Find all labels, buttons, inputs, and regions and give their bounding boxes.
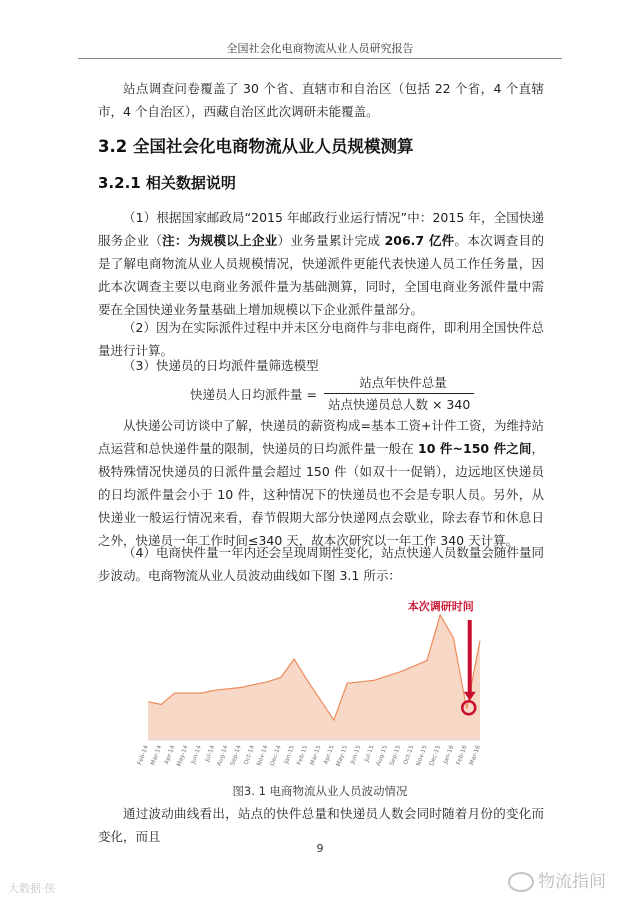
paragraph-2: （2）因为在实际派件过程中并未区分电商件与非电商件，即利用全国快件总量进行计算。	[98, 320, 544, 358]
x-tick-label: Feb-16	[455, 744, 469, 766]
x-tick-label: Mar-16	[468, 744, 482, 767]
formula-numerator: 站点年快件总量	[359, 375, 447, 390]
formula-fraction-bar	[324, 393, 474, 394]
x-tick-label: Apr-15	[322, 744, 336, 766]
x-tick-label: Aug-15	[374, 744, 389, 767]
x-tick-label: Jun-15	[349, 744, 363, 765]
x-tick-label: Jan-15	[282, 744, 296, 765]
paragraph-4-text: 从快递公司访谈中了解，快递员的薪资构成=基本工资+计件工资，为维持站点运营和总快递件量的限制，快递员的日均派件量一般在	[98, 418, 544, 456]
formula-denominator: 站点快递员总人数 × 340	[328, 397, 471, 412]
x-tick-label: Jul-15	[363, 744, 376, 763]
x-tick-label: Sep-14	[229, 744, 243, 767]
formula-lhs: 快递员人日均派件量 =	[190, 387, 317, 402]
header-divider	[78, 58, 562, 59]
paragraph-4-range: 10 件~150 件之间	[418, 441, 532, 456]
paragraph-5: （4）电商快件量一年内还会呈现周期性变化，站点快递人员数量会随件量同步波动。电商物流从业人员波动曲线如下图 3.1 所示：	[98, 545, 544, 583]
page-number: 9	[316, 842, 324, 855]
paragraph-4	[98, 414, 544, 552]
figure-caption: 图3. 1 电商物流从业人员波动情况	[232, 784, 408, 798]
paragraph-3: （3）快递员的日均派件量筛选模型	[123, 358, 319, 373]
x-tick-label: Nov-15	[414, 744, 429, 767]
area-fill	[148, 615, 480, 740]
watermark-left: 大数据·侠	[8, 882, 56, 895]
x-tick-label: Oct-15	[401, 744, 416, 766]
x-tick-label: Apr-14	[163, 744, 177, 766]
paragraph-4-text-2: ，极特殊情况快递员的日派件量会超过 150 件（如双十一促销），边远地区快递员的日均派件量会小于 10 件，这种情况下的快递员也不会是专职人员。另外，从快递业一般运行情况来看，春节假期大部分快递网点会歇业，除去春节和休息日之外，快递员一年工作时间≤340 天，故本次研究以一年工作 340 天计算。	[98, 441, 544, 548]
paragraph-1-text-2: ）业务量累计完成	[277, 233, 385, 248]
x-tick-label: Feb-14	[136, 744, 150, 766]
x-tick-label: Dec-14	[268, 744, 283, 767]
watermark-right	[508, 867, 606, 892]
paragraph-1-text-3: 。本次调查目的是了解电商物流从业人员规模情况，快递派件更能代表快递人员工作任务量，因此本次调查主要以电商业务派件量为基础测算，同时，全国电商业务派件量中需要在全国快递业务量基础上增加规模以下企业派件量部分。	[98, 233, 544, 317]
x-tick-label: Dec-15	[428, 744, 443, 767]
paragraph-1-value: 206.7 亿件	[384, 233, 455, 248]
x-tick-label: Jun-14	[189, 744, 203, 765]
paragraph-1-note: 注：为规模以上企业	[162, 233, 278, 248]
page-header: 全国社会化电商物流从业人员研究报告	[226, 42, 414, 55]
x-tick-label: Mar-14	[149, 744, 164, 767]
x-tick-label: May-14	[175, 744, 190, 768]
x-tick-label: Nov-14	[255, 744, 270, 767]
annotation-label: 本次调研时间	[407, 600, 474, 613]
x-tick-label: May-15	[334, 744, 350, 768]
x-tick-label: Jul-14	[203, 744, 217, 763]
x-tick-label: Feb-15	[295, 744, 310, 766]
fluctuation-chart	[136, 590, 485, 775]
x-tick-label: Jan-16	[442, 744, 456, 765]
x-tick-label: Mar-15	[308, 744, 323, 767]
x-tick-label: Sep-15	[388, 744, 403, 767]
wechat-icon	[508, 872, 534, 892]
x-tick-label: Oct-14	[242, 744, 257, 766]
intro-paragraph: 站点调查问卷覆盖了 30 个省、直辖市和自治区（包括 22 个省，4 个直辖市，4 个自治区），西藏自治区此次调研未能覆盖。	[98, 81, 544, 119]
subsection-heading: 3.2.1 相关数据说明	[98, 174, 236, 192]
paragraph-1-text: （1）根据国家邮政局“2015 年邮政行业运行情况”中：2015 年，全国快递服务企业（	[98, 210, 544, 248]
watermark-right-text: 物流指间	[538, 872, 606, 892]
paragraph-6: 通过波动曲线看出，站点的快件总量和快递员人数会同时随着月份的变化而变化，而且	[98, 806, 544, 844]
paragraph-1	[98, 206, 544, 321]
section-heading: 3.2 全国社会化电商物流从业人员规模测算	[98, 137, 414, 156]
x-tick-label: Aug-14	[215, 744, 230, 767]
